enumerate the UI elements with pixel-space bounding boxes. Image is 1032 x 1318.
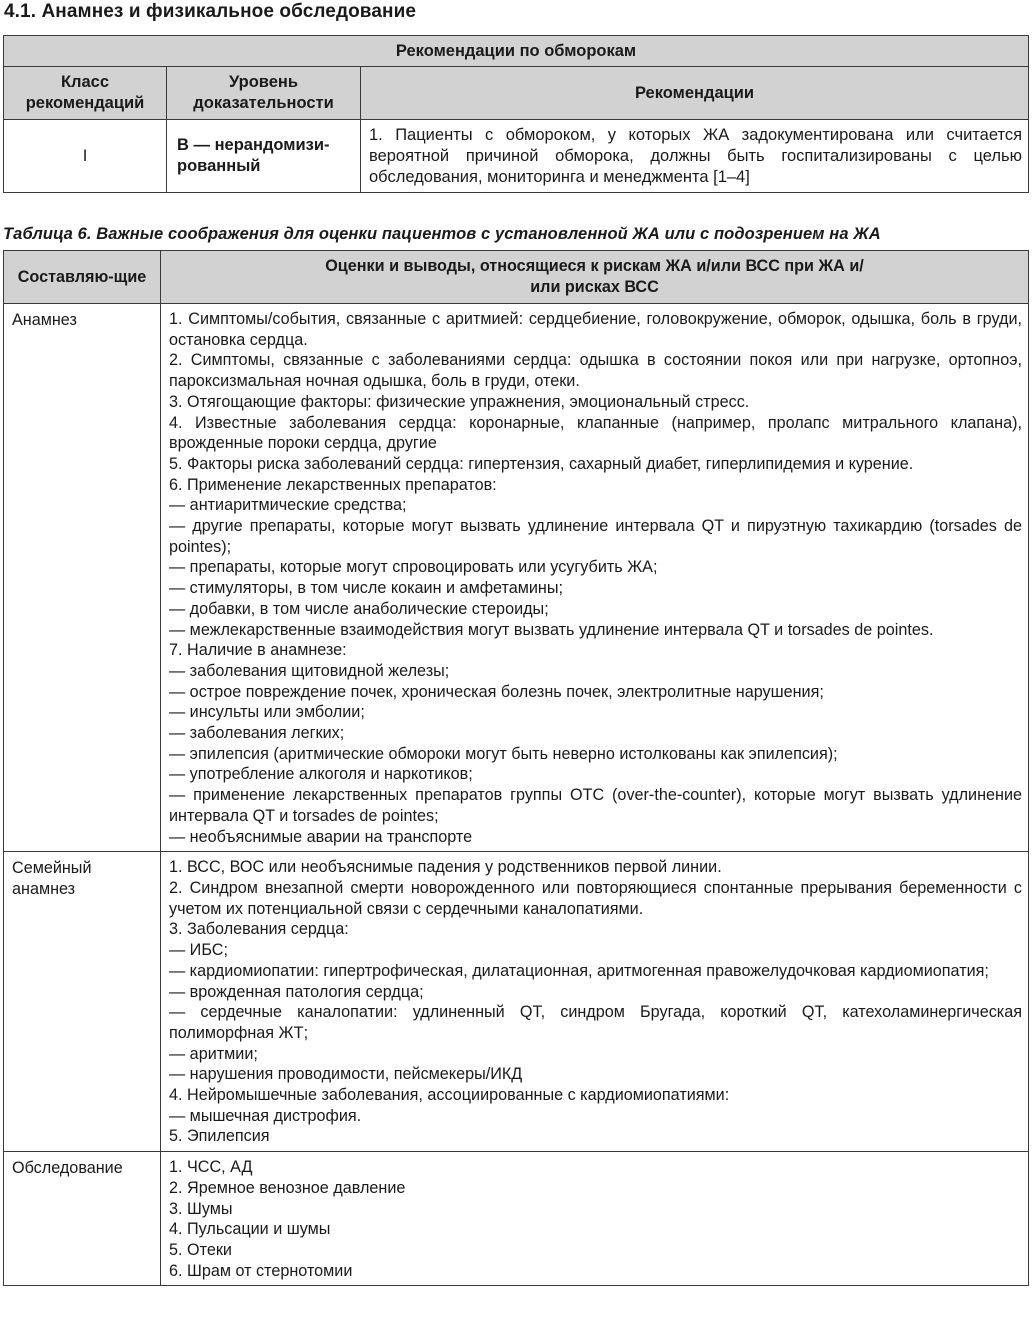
list-item: 7. Наличие в анамнезе: [169,641,347,660]
header-assessment: Оценки и выводы, относящиеся к рискам ЖА и/или ВСС при ЖА и/или рисках ВСС [161,251,1029,304]
table-row [4,1152,1029,1286]
cell-class: I [4,120,167,193]
list-item: — врожденная патология сердца; [169,982,424,1001]
list-item: — сердечные каналопатии: удлиненный QT, синдром Бругада, короткий QT, катехоламинергическая полиморфная ЖТ; [169,1003,1022,1042]
list-item: — острое повреждение почек, хроническая болезнь почек, электролитные нарушения; [169,682,824,701]
header-level: Уровень доказательности [167,67,361,120]
assessment-table [3,250,1029,1286]
list-item: — заболевания легких; [169,724,345,743]
list-item: 6. Шрам от стернотомии [169,1261,353,1280]
cell-recommendation: 1. Пациенты с обмороком, у которых ЖА задокументирована или считается вероятной причиной обморока, должны быть госпитализированы с целью обследования, мониторинга и менеджмента [1–4] [361,120,1029,193]
list-item: 1. Симптомы/события, связанные с аритмией: сердцебиение, головокружение, обморок, одышка, боль в груди, остановка сердца. [169,310,1022,349]
list-item: 2. Симптомы, связанные с заболеваниями сердца: одышка в состоянии покоя или при нагрузке, ортопноэ, пароксизмальная ночная одышка, боль в груди, отеки. [169,351,1022,391]
row-label: Анамнез [4,304,161,852]
section-title: 4.1. Анамнез и физикальное обследование [4,1,417,22]
list-item: 3. Отягощающие факторы: физические упражнения, эмоциональный стресс. [169,392,750,411]
list-item: 6. Применение лекарственных препаратов: [169,475,497,494]
list-item: — необъяснимые аварии на транспорте [169,827,473,846]
row-label: Семейный анамнез [4,852,161,1152]
list-item: 1. ЧСС, АД [169,1158,253,1177]
list-item: — антиаритмические средства; [169,496,407,515]
header-class: Класс рекомендаций [4,67,167,120]
list-item: — препараты, которые могут спровоцировать или усугубить ЖА; [169,558,658,577]
list-item: — стимуляторы, в том числе кокаин и амфетамины; [169,579,563,598]
list-item: 5. Факторы риска заболеваний сердца: гипертензия, сахарный диабет, гиперлипидемия и курение. [169,454,914,473]
list-item: — применение лекарственных препаратов группы ОТС (over-the-counter), которые могут вызвать удлинение интервала QT и torsades de pointes; [169,786,1022,825]
list-item: 1. ВСС, ВОС или необъяснимые падения у родственников первой линии. [169,858,722,877]
list-item: — межлекарственные взаимодействия могут вызвать удлинение интервала QT и torsades de pointes. [169,620,934,639]
list-item: — употребление алкоголя и наркотиков; [169,765,473,784]
list-item: — кардиомиопатии: гипертрофическая, дилатационная, аритмогенная правожелудочковая кардиомиопатия; [169,961,989,980]
cell-level: B — нерандомизи-рованный [167,120,361,193]
list-item: 3. Шумы [169,1199,233,1218]
list-item: 2. Синдром внезапной смерти новорожденного или повторяющиеся спонтанные прерывания беременности с учетом их потенциальной связи с сердечными каналопатиями. [169,878,1022,918]
list-item: — нарушения проводимости, пейсмекеры/ИКД [169,1065,523,1084]
row-label: Обследование [4,1152,161,1286]
list-item: 4. Нейромышечные заболевания, ассоциированные с кардиомиопатиями: [169,1086,730,1105]
table-caption: Таблица 6. Важные соображения для оценки пациентов с установленной ЖА или с подозрением на ЖА [3,225,881,243]
list-item: — аритмии; [169,1044,258,1063]
list-item: — другие препараты, которые могут вызвать удлинение интервала QT и пируэтную тахикардию (torsades de pointes); [169,517,1022,556]
table-banner: Рекомендации по обморокам [4,36,1029,67]
table-row [4,304,1029,852]
header-components: Составляю-щие [4,251,161,304]
list-item: — эпилепсия (аритмические обмороки могут быть неверно истолкованы как эпилепсия); [169,744,838,763]
list-item: — мышечная дистрофия. [169,1106,362,1125]
header-recommendations: Рекомендации [361,67,1029,120]
row-content [161,304,1029,852]
list-item: 2. Яремное венозное давление [169,1178,406,1197]
row-content [161,852,1029,1152]
list-item: 4. Известные заболевания сердца: коронарные, клапанные (например, пролапс митрального клапана), врожденные пороки сердца, другие [169,413,1022,453]
list-item: — заболевания щитовидной железы; [169,661,450,680]
list-item: 3. Заболевания сердца: [169,920,349,939]
list-item: — ИБС; [169,941,228,960]
syncope-recommendations-table [3,35,1029,193]
list-item: 4. Пульсации и шумы [169,1220,331,1239]
list-item: 5. Отеки [169,1240,232,1259]
list-item: 5. Эпилепсия [169,1127,270,1146]
table-row [4,852,1029,1152]
list-item: — добавки, в том числе анаболические стероиды; [169,599,549,618]
row-content [161,1152,1029,1286]
list-item: — инсульты или эмболии; [169,703,365,722]
